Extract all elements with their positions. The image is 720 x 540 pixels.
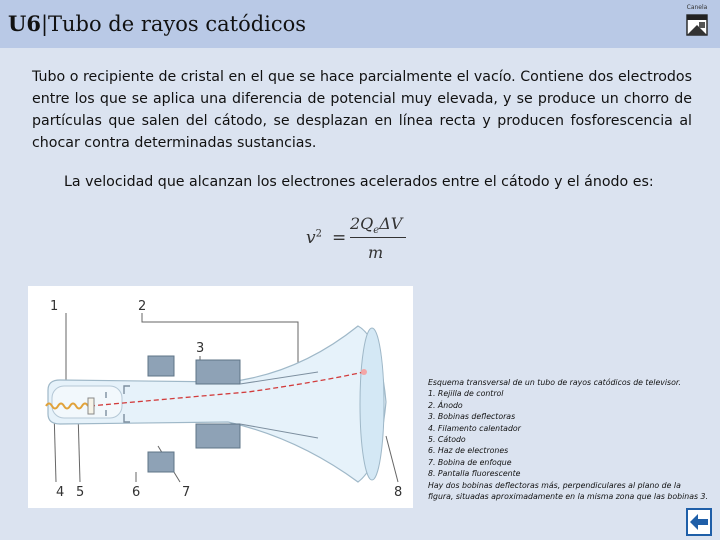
caption-line: 1. Rejilla de control [428, 389, 504, 399]
figure-label-3: 3 [196, 341, 205, 356]
caption-line: 7. Bobina de enfoque [428, 457, 512, 467]
figure-label-6: 6 [132, 485, 141, 500]
logo-text: Canela [686, 4, 708, 11]
figure-label-5: 5 [76, 485, 85, 500]
caption-line: Hay dos bobinas deflectoras más, perpendiculares al plano de la [428, 480, 681, 490]
caption-line: Esquema transversal de un tubo de rayos catódicos de televisor. [428, 378, 681, 387]
formula-numerator: $2Q_e\Delta V$ [350, 214, 403, 237]
intro-paragraph: Tubo o recipiente de cristal en el que se hace parcialmente el vacío. Contiene dos electrodos entre los que se aplica una diferencia de potencial muy elevada, y se produce un chorro de partículas que salen del cátodo, se desplazan en línea recta y producen fosforescencia al chocar contra determinadas sustancias. [32, 69, 692, 151]
figure-label-7: 7 [182, 485, 191, 500]
tube-neck [52, 386, 122, 418]
caption-line: 6. Haz de electrones [428, 446, 509, 456]
caption-line: figura, situadas aproximadamente en la misma zona que las bobinas 3. [428, 492, 708, 502]
formula-fraction-bar [350, 237, 406, 238]
focus-coil-upper [148, 356, 174, 376]
school-logo-icon [682, 4, 712, 38]
figure-label-2: 2 [138, 299, 147, 314]
caption-line: 3. Bobinas deflectoras [428, 412, 516, 422]
figure-label-1: 1 [50, 299, 59, 314]
fluorescent-screen [360, 328, 384, 480]
figure-label-4: 4 [56, 485, 65, 500]
crt-diagram [28, 286, 413, 508]
formula-denominator: m [368, 243, 384, 262]
beam-impact [361, 369, 367, 375]
back-arrow-icon[interactable] [686, 508, 712, 536]
caption-line: 8. Pantalla fluorescente [428, 469, 521, 479]
deflector-coil-lower [196, 424, 240, 448]
formula-equals: = [332, 228, 347, 248]
figure-label-8: 8 [394, 485, 403, 500]
figure-caption [428, 377, 718, 502]
title-text: Tubo de rayos catódicos [48, 12, 307, 36]
title-bar [0, 0, 720, 48]
velocity-formula [306, 210, 426, 270]
leader-8 [386, 436, 398, 482]
caption-line: 5. Cátodo [428, 435, 466, 445]
formula-lhs: $v^2$ [306, 228, 322, 248]
caption-line: 4. Filamento calentador [428, 423, 521, 433]
unit-number: U6 [8, 11, 41, 36]
deflector-coil-upper [196, 360, 240, 384]
cathode [88, 398, 94, 414]
focus-coil-lower [148, 452, 174, 472]
caption-line: 2. Ánodo [428, 400, 463, 410]
title-separator: | [40, 12, 49, 36]
velocity-lead-text: La velocidad que alcanzan los electrones acelerados entre el cátodo y el ánodo es: [64, 174, 654, 190]
page-title [8, 11, 306, 36]
